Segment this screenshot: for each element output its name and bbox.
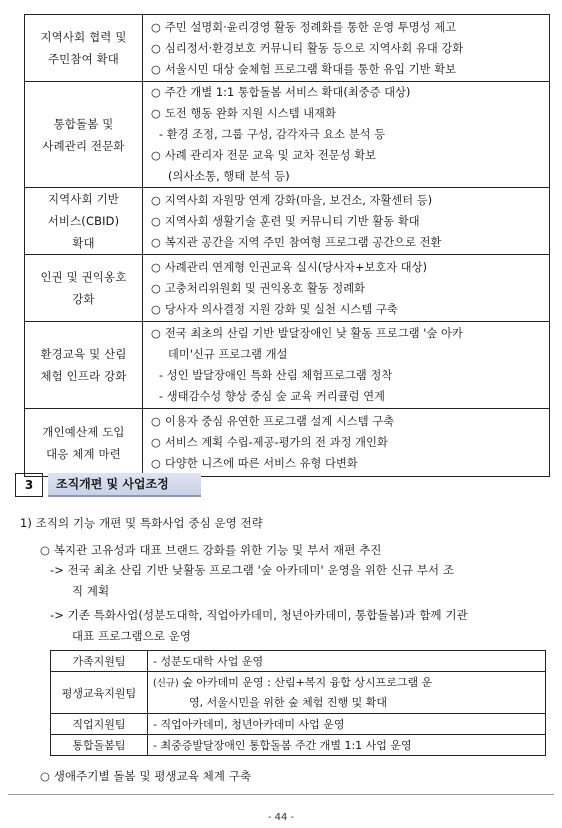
circle-bullet-icon: ○ [151,327,161,340]
line-text: 주민 설명회·윤리경영 활동 정례화를 통한 운영 투명성 제고 [165,20,457,34]
bullet-line [151,38,549,59]
circle-bullet-icon: ○ [151,214,161,228]
org-table [50,650,546,756]
circle-bullet-icon: ○ [151,107,161,120]
desc-text: 숲 아카데미 운영 : 산림+복지 융합 상시프로그램 운 [182,676,433,689]
table-row [25,188,550,255]
circle-bullet-icon: ○ [151,235,161,249]
items-cell [143,15,550,82]
line-text: 전국 최초의 산림 기반 발달장애인 낮 활동 프로그램 '숲 아카 [165,327,463,340]
bullet-line [151,59,549,80]
bullet-line [151,103,549,124]
circle-bullet-icon: ○ [151,20,161,34]
line-text: - 환경 조정, 그룹 구성, 감각자극 요소 분석 등 [159,128,386,141]
bullet-line [151,145,549,166]
category-label: 통합돌봄 및 [53,116,114,131]
line-text: (의사소통, 행태 분석 등) [168,170,290,183]
circle-bullet-icon: ○ [151,193,161,207]
circle-bullet-icon: ○ [151,260,161,274]
line-text: 당사자 의사결정 지원 강화 및 실천 시스템 구축 [165,302,398,316]
bullet-line [151,257,549,278]
sub-line [151,344,549,365]
line-text: 주간 개별 1:1 통합돌봄 서비스 확대(최중증 대상) [165,86,411,99]
line-text: 데미'신규 프로그램 개설 [168,348,288,361]
items-cell [143,255,550,322]
line-text: 심리정서·환경보호 커뮤니티 활동 등으로 지역사회 유대 강화 [165,41,464,55]
table-row [25,82,550,188]
page-number: - 44 - [267,812,295,823]
footer-divider [8,794,554,795]
sub-line [151,386,549,407]
category-label: 체험 인프라 강화 [40,369,127,383]
sub-line [151,166,549,187]
circle-bullet-icon: ○ [151,281,161,295]
table-row [51,714,546,735]
line-text: 다양한 니즈에 따른 서비스 유형 다변화 [165,457,358,470]
line-text: 서비스 계획 수립-제공-평가의 전 과정 개인화 [165,436,388,449]
circle-bullet-icon: ○ [151,436,161,449]
team-cell: 직업지원팀 [51,714,148,735]
bullet-line [151,17,549,38]
bullet-line [151,411,549,432]
table-row [51,735,546,756]
table-row [25,15,550,82]
table-row [51,672,546,714]
category-label: 강화 [72,292,95,306]
category-label: 서비스(CBID) [47,214,120,228]
sub-line [151,365,549,386]
category-label: 사례관리 전문화 [42,138,125,153]
items-cell [143,82,550,188]
bullet-line [151,278,549,299]
bullet-line [151,299,549,320]
category-label: 대응 체계 마련 [46,446,121,461]
circle-bullet-icon: ○ [151,62,161,76]
body-heading: 1) 조직의 기능 개편 및 특화사업 중심 운영 전략 [20,516,263,530]
category-label: 지역사회 기반 [47,192,120,206]
bullet-line [151,82,549,103]
category-cell [25,255,143,322]
circle-bullet-icon: ○ [151,149,161,162]
arrow-item-cont: 직 계획 [72,584,110,598]
line-text: - 성인 발달장애인 특화 산림 체험프로그램 정착 [159,369,393,382]
new-tag: (신규) [153,678,179,689]
line-text: 도전 행동 완화 지원 시스템 내재화 [165,107,336,120]
line-text: 복지관 공간을 지역 주민 참여형 프로그램 공간으로 전환 [165,235,442,249]
bullet-line [151,453,549,474]
strategy-table [24,14,550,477]
circle-bullet-icon: ○ [151,41,161,55]
section-title: 조직개편 및 사업조정 [48,473,201,497]
category-label: 인권 및 권익옹호 [40,270,127,284]
table-row [25,255,550,322]
category-label: 확대 [72,236,95,250]
desc-cell [148,672,546,714]
desc-cell: - 최중증발달장애인 통합돌봄 주간 개별 1:1 사업 운영 [148,735,546,756]
bullet-line [151,211,549,232]
items-cell [143,322,550,409]
table-row [25,322,550,409]
bullet-line [151,432,549,453]
category-label: 개인예산제 도입 [42,424,125,439]
desc-cell: - 성분도대학 사업 운영 [148,651,546,672]
line-text: 지역사회 생활기술 훈련 및 커뮤니티 기반 활동 확대 [165,214,420,228]
circle-bullet-icon: ○ [151,415,161,428]
section-number: 3 [15,473,43,497]
bullet-line [151,190,549,211]
line-text: 고충처리위원회 및 권익옹호 활동 정례화 [165,281,366,295]
category-cell [25,82,143,188]
category-cell [25,15,143,82]
desc-cell: - 직업아카데미, 청년아카데미 사업 운영 [148,714,546,735]
line-text: 지역사회 자원망 연계 강화(마을, 보건소, 자활센터 등) [165,193,433,207]
line-text: 서울시민 대상 숲체험 프로그램 확대를 통한 유입 기반 확보 [165,62,457,76]
circle-bullet-icon: ○ [151,86,161,99]
team-cell: 가족지원팀 [51,651,148,672]
category-cell [25,409,143,477]
sub-line [151,124,549,145]
line-text: 이용자 중심 유연한 프로그램 설계 시스템 구축 [165,415,395,428]
category-label: 지역사회 협력 및 [40,30,127,44]
arrow-item-cont: 대표 프로그램으로 운영 [72,629,192,643]
arrow-item: -> 기존 특화사업(성분도대학, 직업아카데미, 청년아카데미, 통합돌봄)과 함께 기관 [50,608,468,622]
team-cell: 평생교육지원팀 [51,672,148,714]
table-row [25,409,550,477]
items-cell [143,409,550,477]
category-cell [25,322,143,409]
line-text: 사례관리 연계형 인권교육 실시(당사자+보호자 대상) [165,260,428,274]
category-cell [25,188,143,255]
team-cell: 통합돌봄팀 [51,735,148,756]
bullet-line [151,232,549,253]
category-label: 주민참여 확대 [47,52,120,66]
bullet-item: ○ 복지관 고유성과 대표 브랜드 강화를 위한 기능 및 부서 재편 추진 [40,543,382,557]
category-label: 환경교육 및 산림 [40,347,127,361]
line-text: 사례 관리자 전문 교육 및 교차 전문성 확보 [165,149,377,162]
line-text: - 생태감수성 향상 중심 숲 교육 커리큘럼 연계 [159,390,386,403]
bullet-item: ○ 생애주기별 돌봄 및 평생교육 체계 구축 [40,769,252,783]
arrow-item: -> 전국 최초 산림 기반 낮활동 프로그램 '숲 아카데미' 운영을 위한 신규 부서 조 [50,563,455,577]
section-header [15,473,550,497]
bullet-line [151,323,549,344]
desc-text-cont: 영, 서울시민을 위한 숲 체험 진행 및 확대 [189,696,387,709]
circle-bullet-icon: ○ [151,457,161,470]
items-cell [143,188,550,255]
circle-bullet-icon: ○ [151,302,161,316]
table-row [51,651,546,672]
